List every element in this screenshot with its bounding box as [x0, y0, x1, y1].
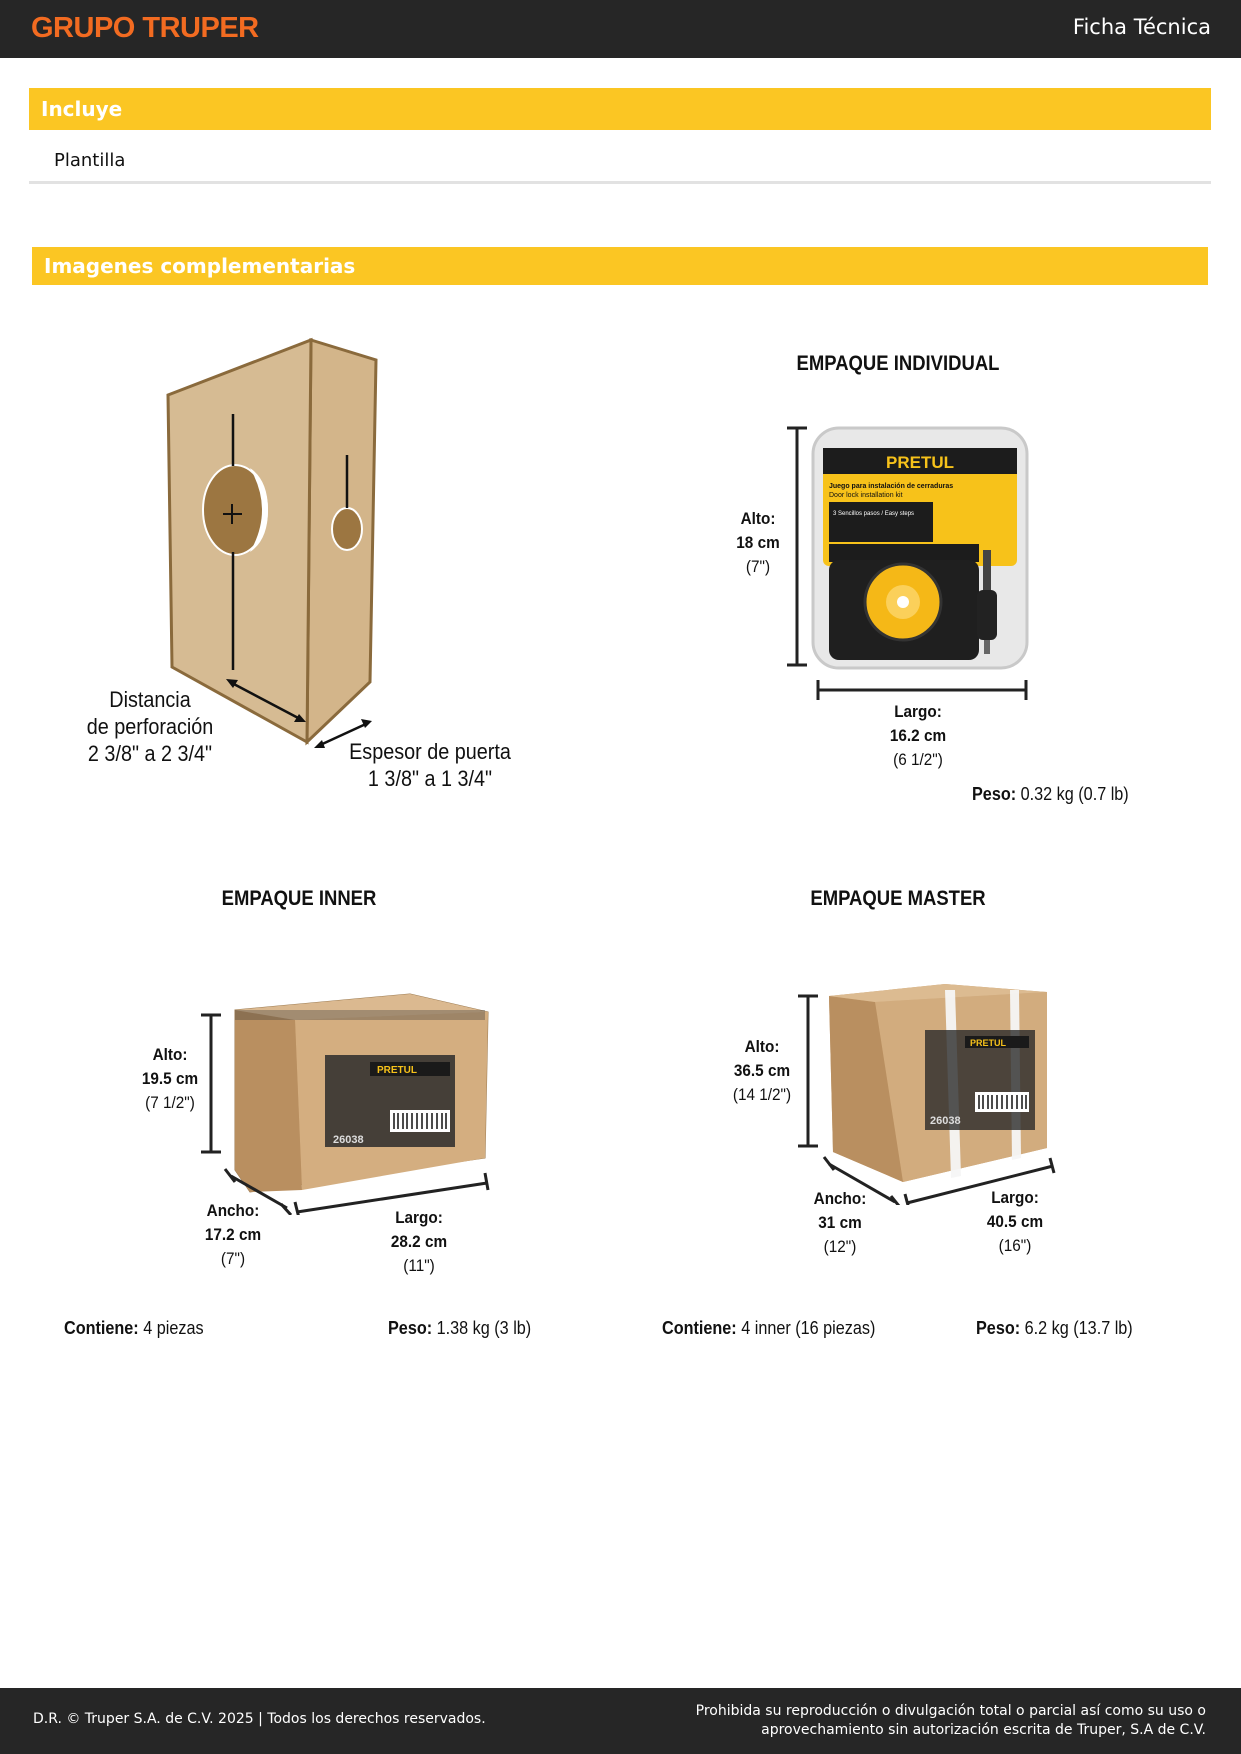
drill-distance-label: Distancia de perforación 2 3/8" a 2 3/4" — [86, 687, 214, 766]
individual-peso: Peso: 0.32 kg (0.7 lb) — [972, 784, 1129, 804]
master-peso: Peso: 6.2 kg (13.7 lb) — [976, 1318, 1133, 1338]
footer — [0, 1688, 1241, 1754]
divider — [29, 181, 1211, 184]
section-heading-incluye — [29, 88, 1211, 130]
package-subtext: Door lock installation kit — [829, 492, 903, 499]
door-thickness-label: Espesor de puerta 1 3/8" a 1 3/4" — [349, 739, 511, 791]
inner-box-brand: PRETUL — [377, 1065, 417, 1076]
individual-largo-label: Largo: 16.2 cm (6 1/2") — [889, 702, 947, 769]
inner-ancho-label: Ancho: 17.2 cm (7") — [204, 1201, 262, 1268]
package-brand: PRETUL — [886, 453, 954, 472]
legal-notice: Prohibida su reproducción o divulgación total o parcial así como su uso o aprovechamiento sin autorización escrita de Truper, S.A de C.V. — [695, 1703, 1206, 1738]
master-alto-label: Alto: 36.5 cm (14 1/2") — [732, 1037, 792, 1104]
inner-contiene: Contiene: 4 piezas — [64, 1318, 204, 1338]
inner-box-code: 26038 — [333, 1134, 364, 1146]
individual-alto-label: Alto: 18 cm (7") — [736, 509, 780, 576]
master-largo-label: Largo: 40.5 cm (16") — [986, 1188, 1044, 1255]
master-contiene: Contiene: 4 inner (16 piezas) — [662, 1318, 876, 1338]
inner-largo-label: Largo: 28.2 cm (11") — [390, 1208, 448, 1275]
individual-package-image — [785, 420, 1055, 702]
package-text: Juego para instalación de cerraduras — [829, 483, 954, 490]
section-heading-imagenes — [32, 247, 1208, 285]
brand-logo: GRUPO TRUPER — [31, 12, 259, 44]
inner-alto-label: Alto: 19.5 cm (7 1/2") — [141, 1045, 199, 1112]
individual-package-title: EMPAQUE INDIVIDUAL — [796, 352, 1000, 375]
master-box-code: 26038 — [930, 1115, 961, 1127]
package-steps: 3 Sencillos pasos / Easy steps — [833, 511, 915, 517]
master-package-title: EMPAQUE MASTER — [810, 887, 986, 910]
inner-box-image — [195, 990, 505, 1215]
document-title: Ficha Técnica — [1072, 15, 1211, 39]
imagenes-heading-text: Imagenes complementarias — [44, 254, 356, 278]
master-box-brand: PRETUL — [970, 1038, 1006, 1048]
copyright-text: D.R. © Truper S.A. de C.V. 2025 | Todos los derechos reservados. — [33, 1711, 486, 1727]
incluye-heading-text: Incluye — [41, 97, 123, 121]
master-box-image — [795, 980, 1065, 1205]
include-item: Plantilla — [54, 150, 126, 171]
inner-peso: Peso: 1.38 kg (3 lb) — [388, 1318, 532, 1338]
master-ancho-label: Ancho: 31 cm (12") — [813, 1189, 867, 1256]
header — [0, 0, 1241, 58]
inner-package-title: EMPAQUE INNER — [221, 887, 377, 910]
